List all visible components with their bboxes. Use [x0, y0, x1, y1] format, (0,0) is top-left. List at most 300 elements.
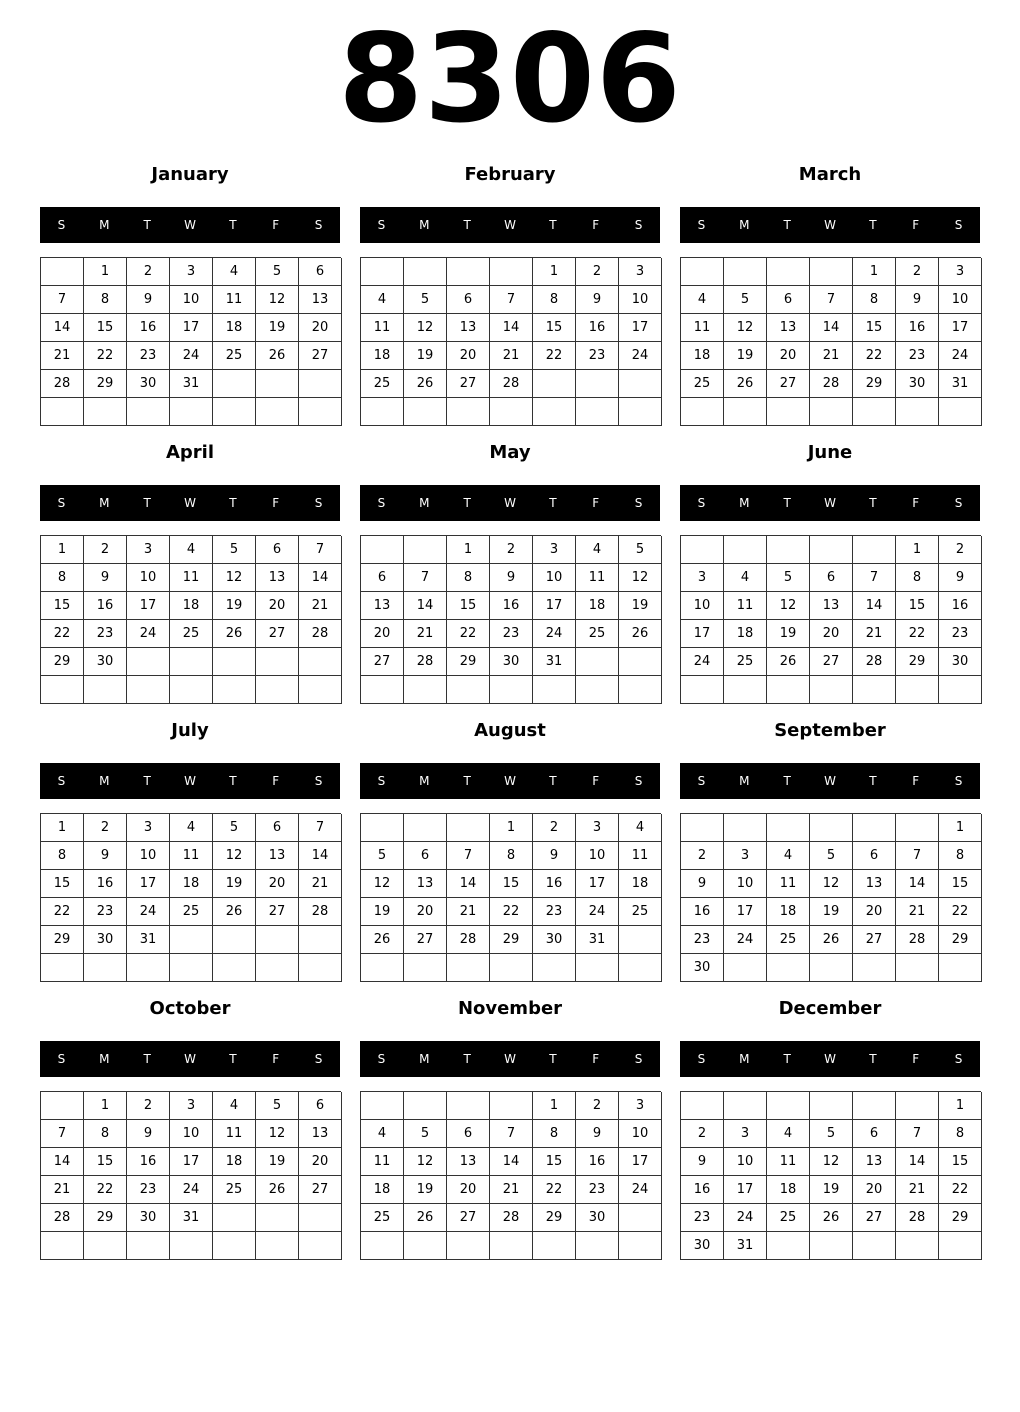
month-name: September: [774, 720, 886, 741]
weekday-label: T: [549, 218, 557, 232]
day-cell: 20: [447, 342, 490, 370]
day-cell: 28: [490, 370, 533, 398]
weekday-header: [680, 763, 980, 799]
day-cell: 20: [361, 620, 404, 648]
day-cell: 6: [256, 536, 299, 564]
day-cell: 19: [810, 1176, 853, 1204]
empty-day-cell: [490, 258, 533, 286]
day-cell: 24: [939, 342, 982, 370]
day-grid: [40, 257, 341, 426]
empty-day-cell: [447, 1232, 490, 1260]
day-cell: 4: [681, 286, 724, 314]
day-cell: 27: [767, 370, 810, 398]
day-cell: 15: [84, 314, 127, 342]
weekday-label: W: [184, 1052, 196, 1066]
weekday-label: M: [739, 496, 750, 510]
day-cell: 22: [533, 342, 576, 370]
day-cell: 10: [724, 1148, 767, 1176]
weekday-header: [40, 1041, 340, 1077]
weekday-label: W: [824, 218, 836, 232]
day-cell: 3: [576, 814, 619, 842]
day-cell: 6: [404, 842, 447, 870]
day-cell: 7: [490, 1120, 533, 1148]
day-cell: 10: [681, 592, 724, 620]
empty-day-cell: [939, 954, 982, 982]
empty-day-cell: [853, 536, 896, 564]
day-cell: 19: [810, 898, 853, 926]
day-cell: 2: [84, 814, 127, 842]
day-cell: 23: [681, 1204, 724, 1232]
weekday-label: S: [57, 1052, 66, 1066]
weekday-label: T: [229, 1052, 237, 1066]
day-cell: 21: [490, 1176, 533, 1204]
day-cell: 20: [767, 342, 810, 370]
empty-day-cell: [681, 258, 724, 286]
empty-day-cell: [939, 676, 982, 704]
day-cell: 15: [533, 1148, 576, 1176]
day-cell: 20: [256, 870, 299, 898]
day-cell: 29: [41, 926, 84, 954]
day-cell: 5: [767, 564, 810, 592]
day-cell: 28: [853, 648, 896, 676]
empty-day-cell: [361, 676, 404, 704]
weekday-label: T: [783, 1052, 791, 1066]
day-grid: [360, 1091, 661, 1260]
day-cell: 8: [41, 564, 84, 592]
weekday-label: W: [504, 218, 516, 232]
month-name: February: [464, 164, 556, 185]
weekday-label: M: [419, 1052, 430, 1066]
day-cell: 20: [256, 592, 299, 620]
month-name: June: [807, 442, 853, 463]
day-cell: 15: [41, 870, 84, 898]
weekday-label: T: [549, 774, 557, 788]
day-cell: 25: [767, 1204, 810, 1232]
weekday-label: F: [592, 1052, 600, 1066]
empty-day-cell: [213, 926, 256, 954]
day-cell: 2: [681, 842, 724, 870]
empty-day-cell: [447, 1092, 490, 1120]
day-cell: 17: [127, 592, 170, 620]
weekday-label: F: [272, 218, 280, 232]
empty-day-cell: [84, 398, 127, 426]
day-cell: 18: [681, 342, 724, 370]
day-cell: 2: [576, 258, 619, 286]
day-cell: 6: [299, 1092, 342, 1120]
empty-day-cell: [127, 676, 170, 704]
day-cell: 29: [853, 370, 896, 398]
day-cell: 23: [576, 1176, 619, 1204]
weekday-label: F: [592, 218, 600, 232]
day-cell: 16: [576, 314, 619, 342]
empty-day-cell: [576, 648, 619, 676]
empty-day-cell: [490, 676, 533, 704]
weekday-label: T: [783, 218, 791, 232]
month-name: December: [778, 998, 882, 1019]
day-cell: 2: [896, 258, 939, 286]
day-grid: [680, 257, 981, 426]
day-cell: 5: [213, 814, 256, 842]
empty-day-cell: [170, 398, 213, 426]
day-cell: 19: [213, 870, 256, 898]
empty-day-cell: [447, 814, 490, 842]
day-cell: 7: [299, 814, 342, 842]
day-cell: 3: [170, 258, 213, 286]
day-cell: 19: [724, 342, 767, 370]
day-grid: [40, 535, 341, 704]
empty-day-cell: [576, 676, 619, 704]
day-cell: 8: [41, 842, 84, 870]
weekday-label: S: [954, 774, 963, 788]
day-cell: 28: [299, 620, 342, 648]
month-name: July: [171, 720, 209, 741]
day-cell: 31: [127, 926, 170, 954]
empty-day-cell: [619, 1204, 662, 1232]
day-cell: 21: [404, 620, 447, 648]
day-grid: [680, 813, 981, 982]
empty-day-cell: [810, 1092, 853, 1120]
day-cell: 24: [724, 926, 767, 954]
day-cell: 1: [490, 814, 533, 842]
weekday-label: S: [697, 1052, 706, 1066]
day-cell: 3: [127, 536, 170, 564]
empty-day-cell: [619, 926, 662, 954]
weekday-header: [360, 207, 660, 243]
day-cell: 24: [619, 1176, 662, 1204]
day-cell: 14: [810, 314, 853, 342]
day-cell: 4: [170, 536, 213, 564]
day-cell: 6: [810, 564, 853, 592]
day-cell: 9: [576, 286, 619, 314]
empty-day-cell: [213, 370, 256, 398]
empty-day-cell: [767, 398, 810, 426]
day-cell: 24: [724, 1204, 767, 1232]
empty-day-cell: [361, 398, 404, 426]
weekday-label: T: [869, 496, 877, 510]
weekday-label: S: [697, 496, 706, 510]
day-cell: 10: [939, 286, 982, 314]
empty-day-cell: [576, 398, 619, 426]
month-name: January: [151, 164, 229, 185]
day-cell: 24: [127, 898, 170, 926]
day-cell: 1: [939, 814, 982, 842]
day-cell: 22: [84, 342, 127, 370]
day-cell: 18: [170, 592, 213, 620]
empty-day-cell: [127, 954, 170, 982]
day-cell: 3: [170, 1092, 213, 1120]
day-cell: 14: [41, 314, 84, 342]
day-cell: 30: [896, 370, 939, 398]
empty-day-cell: [404, 398, 447, 426]
empty-day-cell: [724, 398, 767, 426]
day-cell: 18: [361, 342, 404, 370]
day-cell: 20: [447, 1176, 490, 1204]
weekday-label: T: [463, 218, 471, 232]
empty-day-cell: [404, 258, 447, 286]
weekday-label: T: [463, 1052, 471, 1066]
day-cell: 10: [724, 870, 767, 898]
day-cell: 17: [170, 314, 213, 342]
empty-day-cell: [724, 258, 767, 286]
day-cell: 15: [490, 870, 533, 898]
empty-day-cell: [361, 1092, 404, 1120]
empty-day-cell: [447, 258, 490, 286]
day-cell: 11: [213, 286, 256, 314]
empty-day-cell: [896, 398, 939, 426]
day-cell: 20: [853, 1176, 896, 1204]
day-cell: 4: [361, 1120, 404, 1148]
day-cell: 7: [41, 286, 84, 314]
day-cell: 10: [127, 842, 170, 870]
day-cell: 27: [853, 1204, 896, 1232]
empty-day-cell: [810, 676, 853, 704]
day-cell: 1: [84, 1092, 127, 1120]
day-cell: 21: [299, 592, 342, 620]
weekday-label: S: [314, 1052, 323, 1066]
day-cell: 31: [170, 370, 213, 398]
month-name: March: [798, 164, 862, 185]
weekday-label: T: [143, 496, 151, 510]
day-cell: 12: [404, 314, 447, 342]
empty-day-cell: [404, 1232, 447, 1260]
weekday-label: T: [463, 774, 471, 788]
day-cell: 6: [853, 842, 896, 870]
day-cell: 11: [724, 592, 767, 620]
weekday-label: T: [143, 218, 151, 232]
day-cell: 18: [619, 870, 662, 898]
empty-day-cell: [767, 676, 810, 704]
empty-day-cell: [896, 814, 939, 842]
empty-day-cell: [619, 648, 662, 676]
day-cell: 27: [404, 926, 447, 954]
month-name: November: [457, 998, 563, 1019]
weekday-label: T: [463, 496, 471, 510]
day-cell: 28: [41, 1204, 84, 1232]
day-cell: 9: [490, 564, 533, 592]
empty-day-cell: [256, 1204, 299, 1232]
day-cell: 30: [84, 648, 127, 676]
day-cell: 17: [576, 870, 619, 898]
day-cell: 4: [213, 1092, 256, 1120]
day-cell: 28: [447, 926, 490, 954]
day-cell: 27: [299, 1176, 342, 1204]
day-cell: 7: [404, 564, 447, 592]
day-grid: [360, 257, 661, 426]
empty-day-cell: [853, 954, 896, 982]
day-cell: 13: [256, 564, 299, 592]
day-cell: 17: [724, 1176, 767, 1204]
day-cell: 5: [213, 536, 256, 564]
day-cell: 4: [619, 814, 662, 842]
day-cell: 11: [170, 564, 213, 592]
day-cell: 15: [447, 592, 490, 620]
day-cell: 12: [361, 870, 404, 898]
day-cell: 17: [724, 898, 767, 926]
empty-day-cell: [41, 676, 84, 704]
day-cell: 2: [681, 1120, 724, 1148]
day-cell: 3: [939, 258, 982, 286]
day-cell: 28: [810, 370, 853, 398]
day-cell: 12: [213, 842, 256, 870]
day-cell: 6: [447, 1120, 490, 1148]
day-cell: 23: [127, 1176, 170, 1204]
day-cell: 19: [404, 1176, 447, 1204]
day-cell: 5: [724, 286, 767, 314]
day-cell: 29: [896, 648, 939, 676]
weekday-label: F: [912, 1052, 920, 1066]
empty-day-cell: [361, 954, 404, 982]
day-grid: [40, 813, 341, 982]
empty-day-cell: [299, 398, 342, 426]
day-cell: 12: [810, 870, 853, 898]
empty-day-cell: [127, 1232, 170, 1260]
day-cell: 25: [767, 926, 810, 954]
day-cell: 1: [41, 536, 84, 564]
day-cell: 25: [170, 898, 213, 926]
day-cell: 29: [447, 648, 490, 676]
day-cell: 16: [681, 1176, 724, 1204]
weekday-header: [40, 763, 340, 799]
day-cell: 8: [896, 564, 939, 592]
day-cell: 22: [853, 342, 896, 370]
day-cell: 25: [213, 342, 256, 370]
day-grid: [360, 535, 661, 704]
day-cell: 11: [767, 870, 810, 898]
day-cell: 22: [490, 898, 533, 926]
day-cell: 12: [619, 564, 662, 592]
empty-day-cell: [724, 814, 767, 842]
empty-day-cell: [41, 258, 84, 286]
day-cell: 18: [576, 592, 619, 620]
empty-day-cell: [810, 1232, 853, 1260]
day-cell: 14: [896, 870, 939, 898]
weekday-label: S: [57, 496, 66, 510]
day-cell: 11: [576, 564, 619, 592]
day-cell: 22: [84, 1176, 127, 1204]
empty-day-cell: [490, 1232, 533, 1260]
empty-day-cell: [361, 258, 404, 286]
day-cell: 11: [767, 1148, 810, 1176]
day-cell: 3: [127, 814, 170, 842]
day-cell: 11: [619, 842, 662, 870]
empty-day-cell: [576, 370, 619, 398]
day-cell: 30: [127, 370, 170, 398]
day-cell: 13: [767, 314, 810, 342]
empty-day-cell: [213, 676, 256, 704]
day-cell: 6: [767, 286, 810, 314]
weekday-label: W: [184, 496, 196, 510]
day-cell: 10: [170, 286, 213, 314]
day-cell: 23: [127, 342, 170, 370]
weekday-label: S: [697, 218, 706, 232]
weekday-label: F: [272, 1052, 280, 1066]
empty-day-cell: [896, 676, 939, 704]
day-cell: 7: [896, 842, 939, 870]
empty-day-cell: [724, 676, 767, 704]
day-cell: 15: [896, 592, 939, 620]
day-cell: 10: [619, 1120, 662, 1148]
day-grid: [40, 1091, 341, 1260]
day-cell: 28: [299, 898, 342, 926]
empty-day-cell: [170, 1232, 213, 1260]
day-cell: 27: [256, 898, 299, 926]
day-cell: 29: [41, 648, 84, 676]
day-cell: 2: [84, 536, 127, 564]
empty-day-cell: [619, 370, 662, 398]
weekday-label: M: [739, 1052, 750, 1066]
empty-day-cell: [404, 954, 447, 982]
day-cell: 18: [213, 314, 256, 342]
empty-day-cell: [404, 676, 447, 704]
day-cell: 18: [767, 898, 810, 926]
day-cell: 12: [404, 1148, 447, 1176]
empty-day-cell: [256, 926, 299, 954]
day-cell: 29: [533, 1204, 576, 1232]
day-cell: 5: [810, 1120, 853, 1148]
day-cell: 9: [576, 1120, 619, 1148]
day-cell: 26: [724, 370, 767, 398]
day-cell: 30: [84, 926, 127, 954]
empty-day-cell: [404, 814, 447, 842]
empty-day-cell: [404, 536, 447, 564]
month-name: April: [165, 442, 215, 463]
day-cell: 22: [896, 620, 939, 648]
day-cell: 20: [810, 620, 853, 648]
day-cell: 14: [404, 592, 447, 620]
weekday-label: W: [184, 774, 196, 788]
day-cell: 8: [533, 286, 576, 314]
empty-day-cell: [404, 1092, 447, 1120]
weekday-label: M: [739, 218, 750, 232]
day-cell: 7: [853, 564, 896, 592]
day-cell: 31: [939, 370, 982, 398]
day-cell: 12: [213, 564, 256, 592]
day-cell: 1: [853, 258, 896, 286]
day-cell: 2: [576, 1092, 619, 1120]
empty-day-cell: [447, 398, 490, 426]
day-cell: 23: [939, 620, 982, 648]
empty-day-cell: [299, 370, 342, 398]
day-cell: 21: [896, 1176, 939, 1204]
weekday-label: F: [912, 496, 920, 510]
day-cell: 29: [939, 1204, 982, 1232]
day-cell: 3: [619, 1092, 662, 1120]
day-cell: 12: [724, 314, 767, 342]
empty-day-cell: [619, 954, 662, 982]
month-name: May: [489, 442, 531, 463]
empty-day-cell: [170, 676, 213, 704]
weekday-label: T: [229, 218, 237, 232]
empty-day-cell: [84, 676, 127, 704]
empty-day-cell: [619, 676, 662, 704]
empty-day-cell: [853, 1092, 896, 1120]
empty-day-cell: [810, 398, 853, 426]
empty-day-cell: [619, 1232, 662, 1260]
day-cell: 18: [213, 1148, 256, 1176]
day-cell: 19: [256, 1148, 299, 1176]
day-cell: 12: [256, 286, 299, 314]
empty-day-cell: [127, 648, 170, 676]
empty-day-cell: [896, 1232, 939, 1260]
weekday-label: S: [377, 774, 386, 788]
empty-day-cell: [256, 648, 299, 676]
day-cell: 17: [127, 870, 170, 898]
day-cell: 12: [810, 1148, 853, 1176]
weekday-label: T: [229, 774, 237, 788]
day-cell: 7: [810, 286, 853, 314]
weekday-header: [680, 485, 980, 521]
empty-day-cell: [681, 676, 724, 704]
